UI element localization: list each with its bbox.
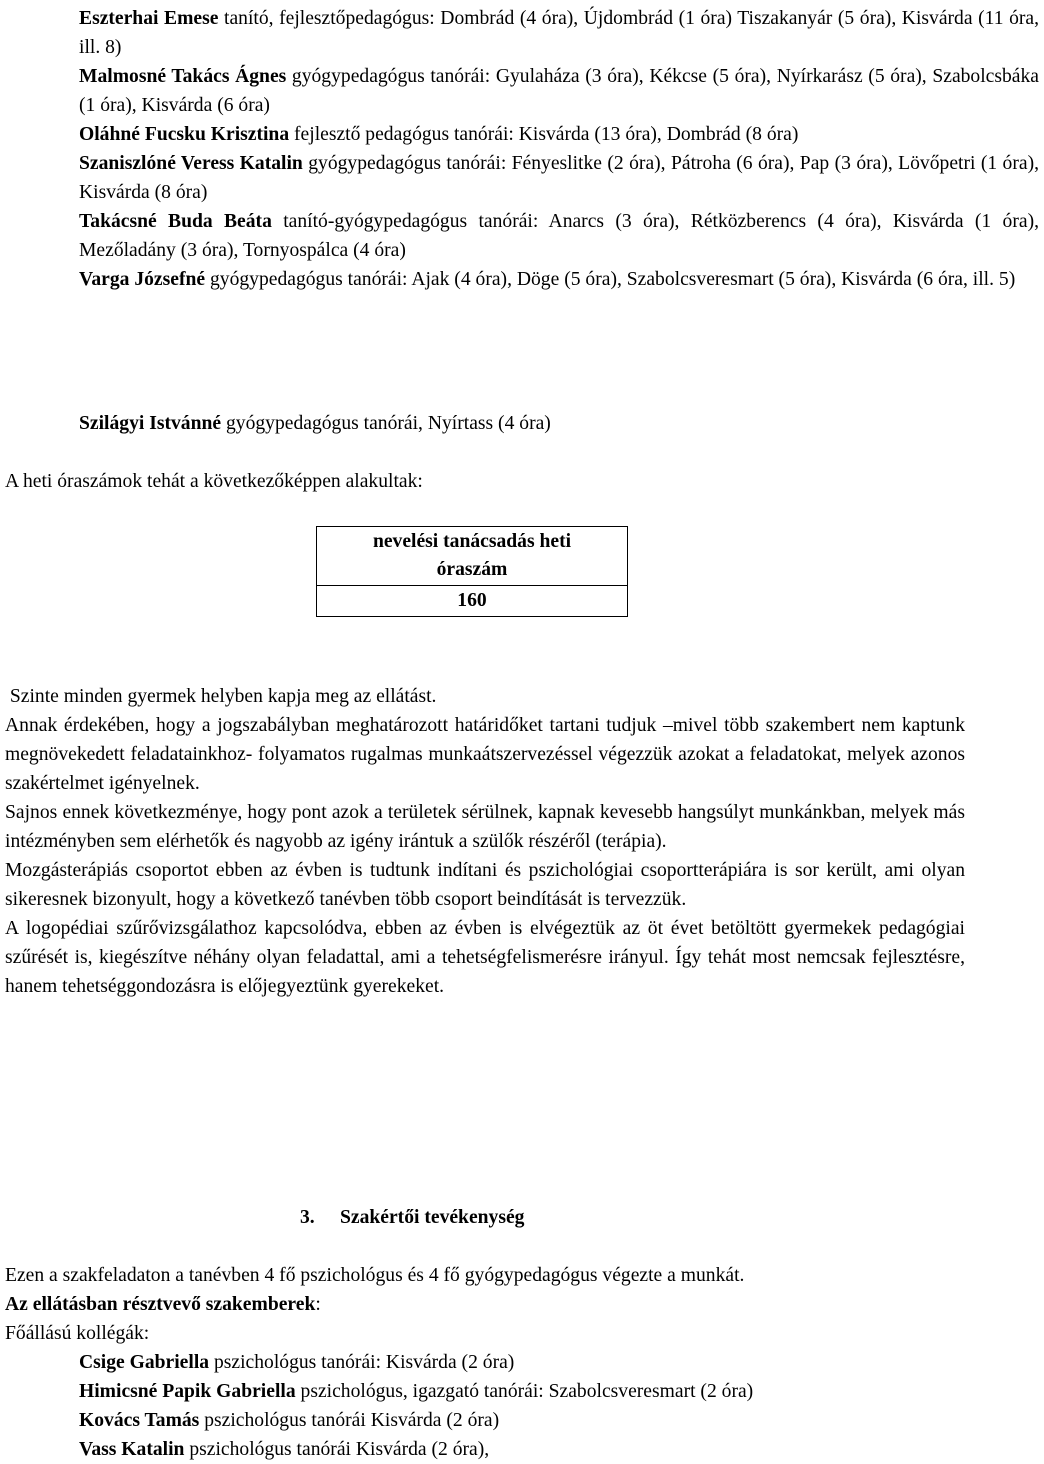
staff-details: gyógypedagógus tanórái: Ajak (4 óra), Döge (5 óra), Szabolcsveresmart (5 óra), Kisvárda (6 óra, ill. 5)	[205, 269, 1016, 290]
staff-name: Szilágyi Istvánné	[79, 413, 222, 434]
body-paragraphs	[0, 682, 970, 1001]
staff-name: Takácsné Buda Beáta	[79, 211, 272, 232]
staff-name: Vass Katalin	[79, 1439, 185, 1460]
staff-entry	[0, 1377, 960, 1406]
staff-details: tanító-gyógypedagógus tanórái: Anarcs (3 óra), Rétközberencs (4 óra), Kisvárda (1 óra), Mezőladány (3 óra), Tornyospálca (4 óra)	[79, 211, 1039, 261]
staff-name: Varga Józsefné	[79, 269, 206, 290]
section-heading	[300, 1203, 524, 1232]
section-title: Szakértői tevékenység	[340, 1207, 525, 1228]
staff-name: Himicsné Papik Gabriella	[79, 1381, 296, 1402]
header-line: nevelési tanácsadás heti	[372, 531, 572, 552]
staff-name: Malmosné Takács Ágnes	[79, 66, 287, 87]
staff-details: tanító, fejlesztőpedagógus: Dombrád (4 óra), Újdombrád (1 óra) Tiszakanyár (5 óra), Kisvárda (11 óra, ill. 8)	[79, 8, 1039, 58]
paragraph: Mozgásterápiás csoportot ebben az évben is tudtunk indítani és pszichológiai csoportterápiára is sor került, ami olyan sikeresnek bizonyult, hogy a következő tanévben több csoport beindítását is tervezzük.	[5, 860, 965, 910]
table-header-row	[317, 527, 628, 586]
staff-entry	[79, 4, 1039, 62]
staff-name: Oláhné Fucsku Krisztina	[79, 124, 290, 145]
staff-name: Szaniszlóné Veress Katalin	[79, 153, 303, 174]
weekly-hours-table	[316, 526, 628, 617]
staff-details: gyógypedagógus tanórái, Nyírtass (4 óra)	[221, 413, 551, 434]
paragraph: A logopédiai szűrővizsgálathoz kapcsolódva, ebben az évben is elvégeztük az öt évet betöltött gyermekek pedagógiai szűrését is, kiegészítve néhány olyan feladattal, ami a tehetségfelismerésre irányul. Így tehát most nemcsak fejlesztésre, hanem tehetséggondozásra is előjegyeztünk gyerekeket.	[5, 918, 965, 997]
staff-entry	[0, 1348, 960, 1377]
staff-name: Csige Gabriella	[79, 1352, 210, 1373]
hours-intro: A heti óraszámok tehát a következőképpen alakultak:	[5, 471, 423, 492]
staff-entry	[79, 149, 1039, 207]
staff-details: fejlesztő pedagógus tanórái: Kisvárda (13 óra), Dombrád (8 óra)	[289, 124, 799, 145]
participants-heading	[0, 1290, 960, 1319]
section-summary: Ezen a szakfeladaton a tanévben 4 fő pszichológus és 4 fő gyógypedagógus végezte a munkát.	[5, 1265, 745, 1286]
staff-name: Kovács Tamás	[79, 1410, 200, 1431]
staff-entry	[79, 62, 1039, 120]
staff-list-part1	[0, 4, 1044, 294]
staff-details: gyógypedagógus tanórái: Gyulaháza (3 óra), Kékcse (5 óra), Nyírkarász (5 óra), Szabolcsbáka (1 óra), Kisvárda (6 óra)	[79, 66, 1039, 116]
header-line: óraszám	[436, 559, 508, 580]
paragraph: Annak érdekében, hogy a jogszabályban meghatározott határidőket tartani tudjuk –mivel több szakembert nem kaptunk megnövekedett feladatainkhoz- folyamatos rugalmas munkaátszervezéssel végezzük azokat a feladatokat, melyek azonos szakértelmet igényelnek.	[5, 715, 965, 794]
staff-details: pszichológus tanórái Kisvárda (2 óra)	[199, 1410, 500, 1431]
staff-details: gyógypedagógus tanórái: Fényeslitke (2 óra), Pátroha (6 óra), Pap (3 óra), Lövőpetri (1 óra), Kisvárda (8 óra)	[79, 153, 1039, 203]
staff-entry	[79, 207, 1039, 265]
staff-entry	[79, 120, 1039, 149]
participants-colon: :	[315, 1294, 321, 1315]
section-body	[0, 1261, 960, 1464]
table-value-cell: 160	[317, 586, 628, 617]
staff-entry	[0, 1435, 960, 1464]
table-row	[317, 586, 628, 617]
staff-entry	[79, 409, 1039, 438]
staff-name: Eszterhai Emese	[79, 8, 219, 29]
staff-entry-szilagyi	[0, 409, 1044, 438]
paragraph: Szinte minden gyermek helyben kapja meg az ellátást.	[5, 686, 437, 707]
section-number: 3.	[300, 1207, 315, 1228]
paragraph: Sajnos ennek következménye, hogy pont azok a területek sérülnek, kapnak kevesebb hangsúlyt munkánkban, melyek más intézményben sem elérhetők és nagyobb az igény irántuk a szülők részéről (terápia).	[5, 802, 965, 852]
staff-details: pszichológus, igazgató tanórái: Szabolcsveresmart (2 óra)	[295, 1381, 754, 1402]
staff-details: pszichológus tanórái Kisvárda (2 óra),	[184, 1439, 490, 1460]
participants-label: Az ellátásban résztvevő szakemberek	[5, 1294, 316, 1315]
staff-entry	[0, 1406, 960, 1435]
staff-entry	[79, 265, 1039, 294]
fulltime-label: Főállású kollégák:	[5, 1323, 150, 1344]
table-header-cell	[317, 527, 628, 586]
staff-details: pszichológus tanórái: Kisvárda (2 óra)	[209, 1352, 515, 1373]
